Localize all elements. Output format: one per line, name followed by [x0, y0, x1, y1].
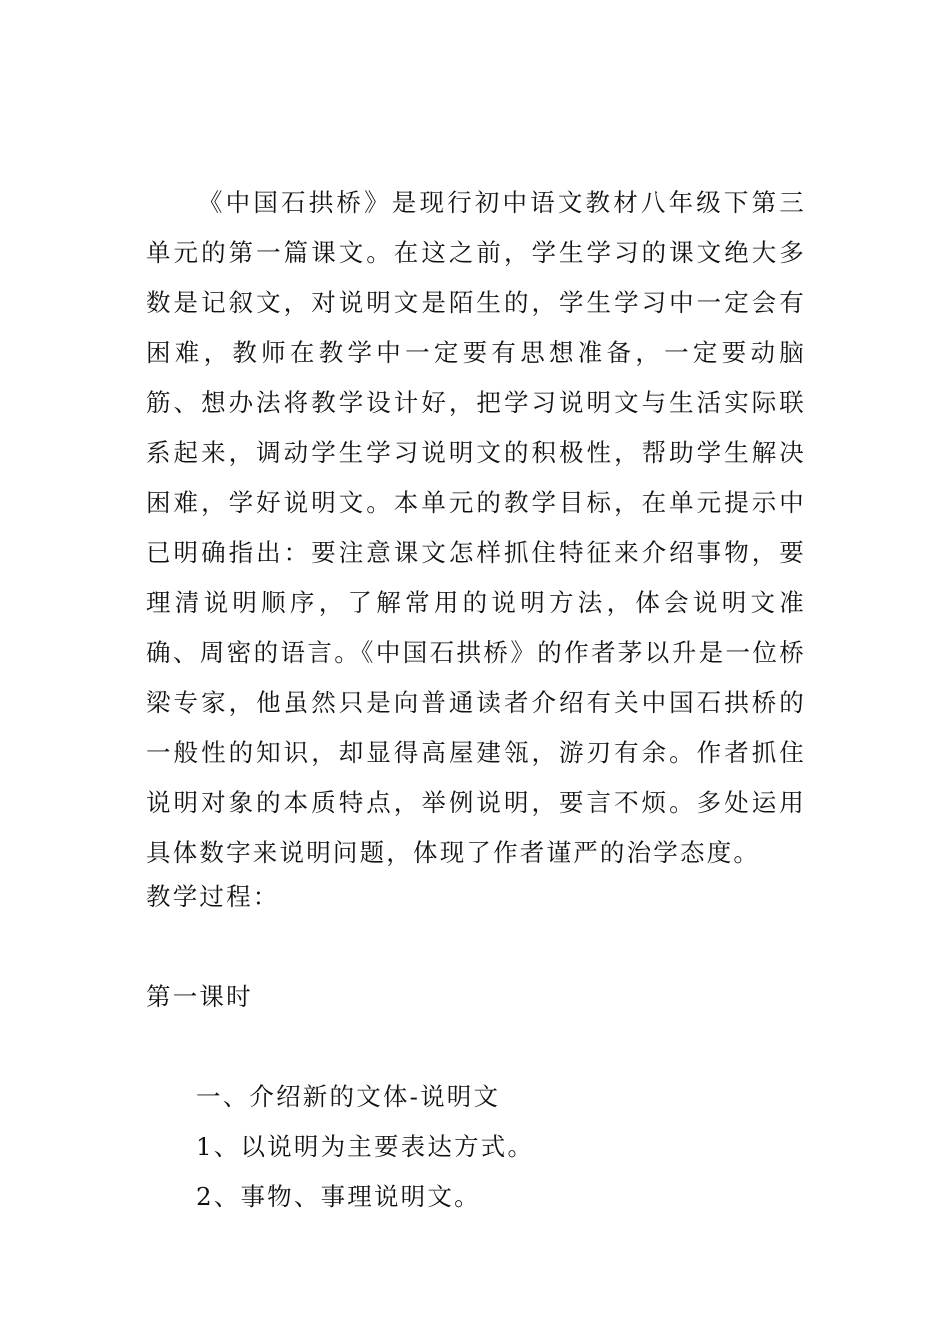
lesson-label: 第一课时: [146, 982, 253, 1011]
section-heading: 一、介绍新的文体-说明文: [196, 1082, 501, 1111]
teaching-process-label: 教学过程：: [146, 882, 280, 911]
list-item: 1、以说明为主要表达方式。: [196, 1132, 535, 1161]
intro-paragraph: 《中国石拱桥》是现行初中语文教材八年级下第三单元的第一篇课文。在这之前，学生学习的课文绝大多数是记叙文，对说明文是陌生的，学生学习中一定会有困难，教师在教学中一定要有思想准备，一定要动脑筋、想办法将教学设计好，把学习说明文与生活实际联系起来，调动学生学习说明文的积极性，帮助学生解决困难，学好说明文。本单元的教学目标，在单元提示中已明确指出：要注意课文怎样抓住特征来介绍事物，要理清说明顺序，了解常用的说明方法，体会说明文准确、周密的语言。《中国石拱桥》的作者茅以升是一位桥梁专家，他虽然只是向普通读者介绍有关中国石拱桥的一般性的知识，却显得高屋建瓴，游刃有余。作者抓住说明对象的本质特点，举例说明，要言不烦。多处运用具体数字来说明问题，体现了作者谨严的治学态度。: [146, 188, 806, 867]
list-item: 2、事物、事理说明文。: [196, 1182, 481, 1211]
